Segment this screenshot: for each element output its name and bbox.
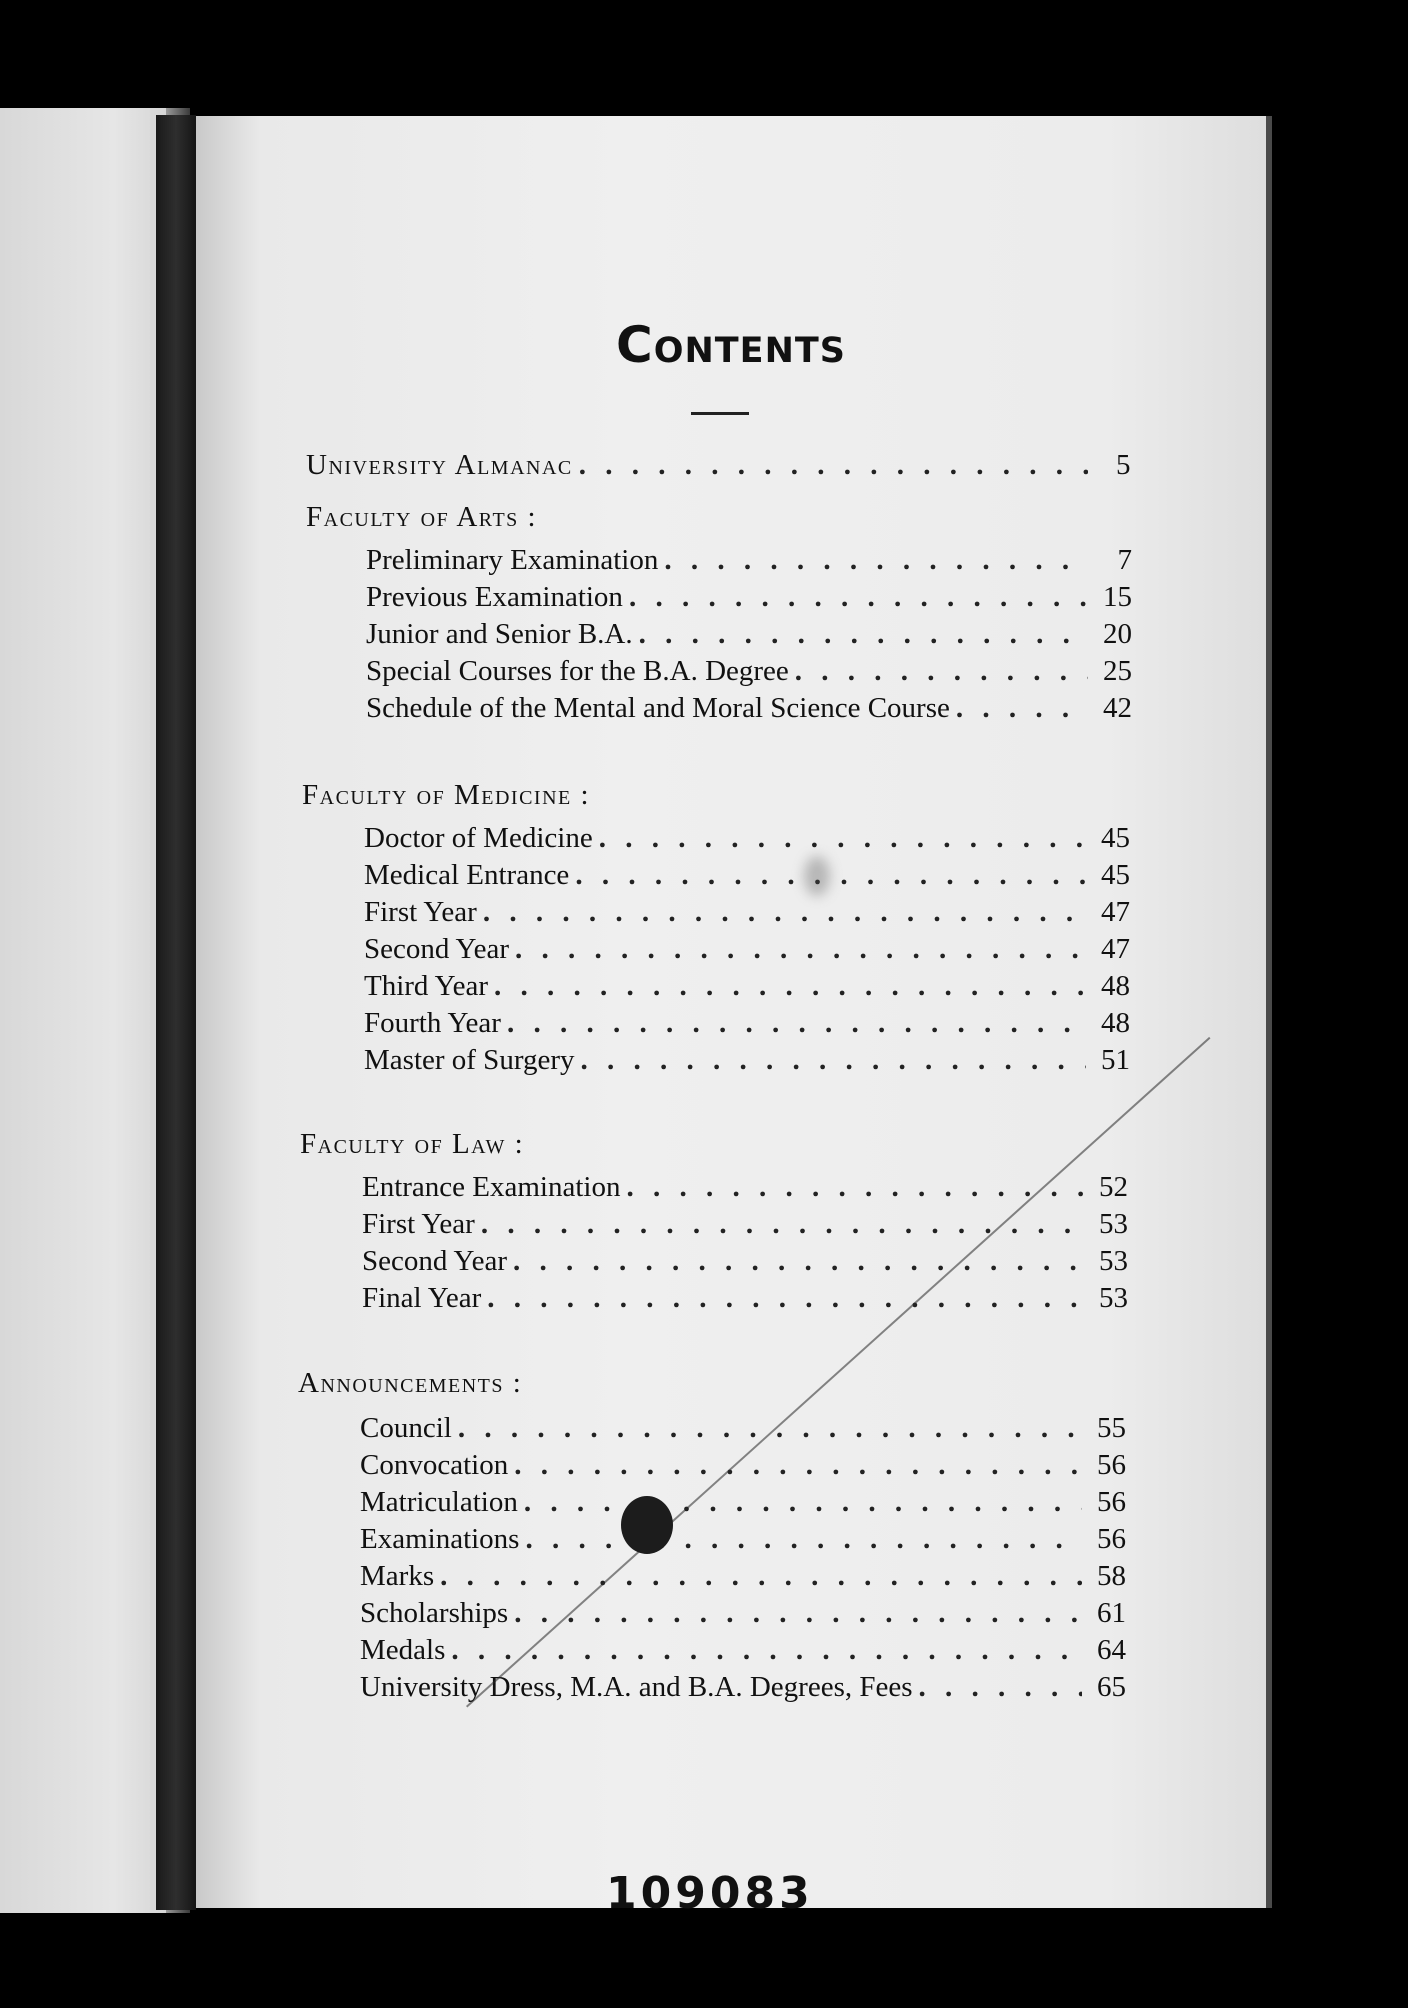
- toc-entry: [364, 822, 1130, 855]
- entry-label: Matriculation: [360, 1486, 518, 1518]
- toc-section-heading: Faculty of Arts :: [306, 501, 538, 533]
- entry-label: Second Year: [362, 1245, 507, 1277]
- page-number: 64: [1097, 1634, 1126, 1666]
- page-number: 20: [1103, 618, 1132, 650]
- entry-label: Scholarships: [360, 1597, 509, 1629]
- entry-label: First Year: [364, 896, 477, 928]
- page-number: 48: [1101, 970, 1130, 1002]
- page-number: 47: [1101, 896, 1130, 928]
- entry-label: First Year: [362, 1208, 475, 1240]
- leader-dots: [451, 1634, 1082, 1667]
- toc-entry: [364, 859, 1130, 892]
- page-number: 53: [1099, 1208, 1128, 1240]
- leader-dots: [514, 1597, 1082, 1630]
- toc-entry: [364, 896, 1130, 929]
- leader-dots: [513, 1245, 1084, 1278]
- leader-dots: [575, 859, 1086, 892]
- leader-dots: [639, 618, 1088, 651]
- toc-entry: [360, 1597, 1126, 1630]
- page-number: 47: [1101, 933, 1130, 965]
- page-number: 53: [1099, 1245, 1128, 1277]
- toc-entry: [366, 692, 1132, 725]
- leader-dots: [919, 1671, 1082, 1704]
- toc-entry: [364, 1044, 1130, 1077]
- toc-entry: [360, 1523, 1126, 1556]
- page-number: 5: [1116, 449, 1132, 481]
- entry-label: Schedule of the Mental and Moral Science Course: [366, 692, 950, 724]
- entry-label: Previous Examination: [366, 581, 623, 613]
- entry-label: University Dress, M.A. and B.A. Degrees, Fees: [360, 1671, 913, 1703]
- toc-entry: [360, 1486, 1126, 1519]
- toc-section-heading: Faculty of Law :: [300, 1128, 525, 1160]
- leader-dots: [515, 933, 1086, 966]
- toc-entry: [360, 1634, 1126, 1667]
- entry-label: Master of Surgery: [364, 1044, 575, 1076]
- toc-entry: [362, 1282, 1128, 1315]
- stain: [804, 856, 830, 896]
- leader-dots: [507, 1007, 1086, 1040]
- page-number: 42: [1103, 692, 1132, 724]
- entry-label: Third Year: [364, 970, 489, 1002]
- toc-entry: [364, 933, 1130, 966]
- leader-dots: [629, 581, 1088, 614]
- toc-section-heading: [306, 449, 1132, 482]
- leader-dots: [956, 692, 1088, 725]
- toc-entry: [364, 1007, 1130, 1040]
- entry-label: Examinations: [360, 1523, 520, 1555]
- table-of-contents: [196, 116, 1266, 1908]
- leader-dots: [524, 1486, 1082, 1519]
- toc-entry: [366, 581, 1132, 614]
- page-number: 52: [1099, 1171, 1128, 1203]
- leader-dots: [483, 896, 1086, 929]
- leader-dots: [525, 1523, 1082, 1556]
- entry-label: Convocation: [360, 1449, 509, 1481]
- entry-label: University Almanac: [306, 449, 573, 481]
- toc-entry: [366, 618, 1132, 651]
- entry-label: Special Courses for the B.A. Degree: [366, 655, 789, 687]
- toc-entry: [360, 1560, 1126, 1593]
- toc-entry: [364, 970, 1130, 1003]
- contents-page: [196, 116, 1272, 1919]
- entry-label: Junior and Senior B.A.: [366, 618, 633, 650]
- leader-dots: [626, 1171, 1084, 1204]
- leader-dots: [481, 1208, 1084, 1241]
- toc-section-heading: Faculty of Medicine :: [302, 779, 591, 811]
- leader-dots: [795, 655, 1088, 688]
- page-number: 53: [1099, 1282, 1128, 1314]
- page-number: 7: [1117, 544, 1132, 576]
- entry-label: Entrance Examination: [362, 1171, 621, 1203]
- entry-label: Medals: [360, 1634, 446, 1666]
- page-number: 56: [1097, 1449, 1126, 1481]
- page-number: 48: [1101, 1007, 1130, 1039]
- leader-dots: [580, 1044, 1086, 1077]
- page-number: 55: [1097, 1412, 1126, 1444]
- page-number: 61: [1097, 1597, 1126, 1629]
- leader-dots: [458, 1412, 1082, 1445]
- toc-entry: [360, 1449, 1126, 1482]
- entry-label: Second Year: [364, 933, 509, 965]
- entry-label: Fourth Year: [364, 1007, 501, 1039]
- page-number: 15: [1103, 581, 1132, 613]
- page-number: 56: [1097, 1523, 1126, 1555]
- toc-entry: [360, 1412, 1126, 1445]
- entry-label: Marks: [360, 1560, 435, 1592]
- toc-entry: [362, 1171, 1128, 1204]
- leader-dots: [579, 449, 1088, 482]
- page-number: 58: [1097, 1560, 1126, 1592]
- leader-dots: [440, 1560, 1082, 1593]
- page-number: 51: [1101, 1044, 1130, 1076]
- leader-dots: [487, 1282, 1084, 1315]
- page-number: 45: [1101, 822, 1130, 854]
- page-number: 25: [1103, 655, 1132, 687]
- toc-entry: [366, 655, 1132, 688]
- page-number: 45: [1101, 859, 1130, 891]
- toc-entry: [362, 1245, 1128, 1278]
- entry-label: Preliminary Examination: [366, 544, 659, 576]
- leader-dots: [599, 822, 1086, 855]
- leader-dots: [664, 544, 1088, 577]
- leader-dots: [494, 970, 1086, 1003]
- handwritten-number: 109083: [606, 1868, 814, 1919]
- entry-label: Doctor of Medicine: [364, 822, 593, 854]
- toc-section-heading: Announcements :: [298, 1367, 523, 1399]
- entry-label: Medical Entrance: [364, 859, 570, 891]
- toc-entry: [366, 544, 1132, 577]
- page-number: 56: [1097, 1486, 1126, 1518]
- ink-blot: [621, 1496, 673, 1554]
- leader-dots: [514, 1449, 1082, 1482]
- page-number: 65: [1097, 1671, 1126, 1703]
- page-title: Contents: [616, 316, 846, 374]
- entry-label: Final Year: [362, 1282, 482, 1314]
- entry-label: Council: [360, 1412, 452, 1444]
- book-spine: [156, 115, 196, 1910]
